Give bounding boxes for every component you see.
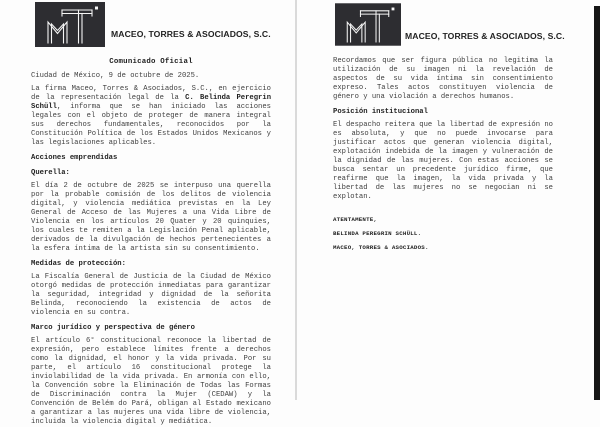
- document-page-left: [31, 0, 271, 427]
- capture-edge-strip: [594, 6, 600, 400]
- paragraph-medidas: La Fiscalía General de Justicia de la Ciudad de México otorgó medidas de protección inmediatas para garantizar la seguridad, integridad y dignidad de la señorita Belinda, reconociendo la existencia de actos de violencia en su contra.: [31, 273, 271, 317]
- firm-name: MACEO, TORRES & ASOCIADOS, S.C.: [111, 29, 271, 39]
- document-page-right: [333, 0, 565, 258]
- dateline: Ciudad de México, 9 de octubre de 2025.: [31, 72, 200, 80]
- signature-name-firm: MACEO, TORRES & ASOCIADOS.: [333, 244, 429, 251]
- paragraph-marco: El artículo 6° constitucional reconoce la libertad de expresión, pero establece límites frente a derechos como la dignidad, el honor y la vida privada. Por su parte, el artículo 16 constitucional protege la inviolabilidad de la vida privada. En armonía con ello, la Convención sobre la Eliminación de Todas las Formas de Discriminación contra la Mujer (CEDAW) y la Convención de Belém do Pará, obligan al Estado mexicano a garantizar a las mujeres una vida libre de violencia, incluida la violencia digital y mediática.: [31, 337, 271, 426]
- intro-paragraph: [31, 85, 271, 148]
- letterhead-right: [333, 0, 565, 50]
- document-title: Comunicado Oficial: [109, 58, 193, 66]
- paragraph-posicion: El despacho reitera que la libertad de expresión no es absoluta, y que no puede invocarse para justificar actos que generan violencia digital, explotación indebida de la imagen y vulneración de la dignidad de las mujeres. Con estas acciones se busca sentar un precedente jurídico firme, que reafirme que la imagen, la vida privada y la libertad de las mujeres no se negocian ni se explotan.: [333, 121, 553, 201]
- paragraph-recordamos: Recordamos que ser figura pública no legitima la utilización de su imagen ni la revelación de aspectos de su vida íntima sin consentimiento expreso. Tales actos constituyen violencia de género y una violación a derechos humanos.: [333, 57, 553, 101]
- letterhead-left: [31, 0, 271, 50]
- intro-text-pre: La firma Maceo, Torres & Asociados, S.C., en ejercicio de la representación legal de la: [31, 85, 271, 102]
- intro-text-post: , informa que se han iniciado las acciones legales con el objeto de proteger de manera integral sus derechos fundamentales, reconocidos por la Constitución Política de los Estados Unidos Mexicanos y las legislaciones aplicables.: [31, 103, 271, 147]
- heading-posicion: Posición institucional: [333, 108, 428, 116]
- client-name: C. Belinda Peregrin Schüll: [31, 94, 272, 111]
- signature-block: [333, 216, 553, 251]
- heading-querella: Querella:: [31, 169, 70, 177]
- mt-monogram-icon: [35, 2, 105, 47]
- mt-monogram-icon: [335, 2, 401, 47]
- heading-medidas: Medidas de protección:: [31, 260, 126, 268]
- heading-marco: Marco jurídico y perspectiva de género: [31, 324, 195, 332]
- heading-acciones: Acciones emprendidas: [31, 154, 118, 162]
- page-divider: [295, 0, 297, 400]
- firm-name: MACEO, TORRES & ASOCIADOS, S.C.: [405, 31, 565, 41]
- signature-name-belinda: BELINDA PEREGRIN SCHÜLL.: [333, 230, 422, 237]
- paragraph-querella: El día 2 de octubre de 2025 se interpuso una querella por la probable comisión de los delitos de violencia digital, y violencia mediática previstas en la Ley General de Acceso de las Mujeres a una Vida Libre de Violencia en los artículos 20 Quater y 20 quinquies, los cuales te remiten a la Legislación Penal aplicable, derivados de la divulgación de hechos pertenecientes a la esfera íntima de la artista sin su consentimiento.: [31, 182, 271, 253]
- signature-atentamente: ATENTAMENTE,: [333, 216, 378, 223]
